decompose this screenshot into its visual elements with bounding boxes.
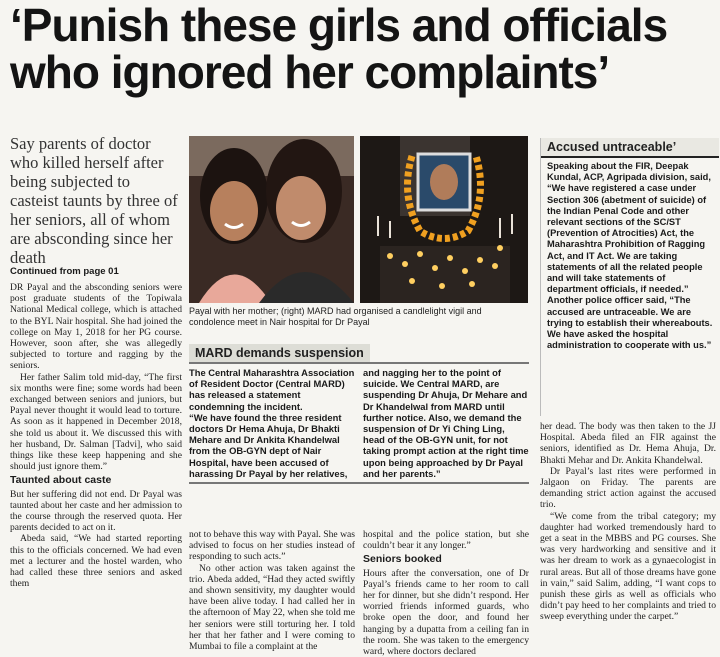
subheading: Seniors booked xyxy=(363,553,442,566)
sidebar-heading: Accused untraceable’ xyxy=(541,138,719,158)
paragraph: But her suffering did not end. Dr Payal was taunted about her caste and her admission to the course through the reserved quota. Her parents decided to act on it. xyxy=(10,488,182,534)
paragraph: DR Payal and the absconding seniors were post graduate students of the Topiwala National Medical college, which is attached to the BYL Nair hospital. She had joined the college on May 1, 2018 for her PG course. However, soon after, she was allegedly subjected to torture and ragging by the seniors. xyxy=(10,282,182,372)
mard-heading: MARD demands suspension xyxy=(189,344,370,362)
column-4 xyxy=(540,421,716,623)
mard-box xyxy=(189,344,529,484)
headline xyxy=(10,2,715,96)
photo-payal-with-mother xyxy=(189,136,354,303)
subheading: Taunted about caste xyxy=(10,474,112,487)
paragraph: “We come from the tribal category; my daughter had worked tremendously hard to get a seat in the MBBS and PG courses. She was very hardworking and sensitive and it was her dream to work as a gynaecologist in rural areas. But all of those dreams have gone in vain,” said Salim, adding, “I want cops to punish these girls as well as officials who didn’t pay heed to her complaints and tried to sweep everything under the carpet.” xyxy=(540,510,716,623)
sidebar-accused-untraceable xyxy=(540,138,719,416)
paragraph: Her father Salim told mid-day, “The first six months were fine; some words had been exchanged between seniors and juniors, but Payal never thought it would lead to torture. As soon as it happened in December 2018, she told us about it. We discussed this with her husband, Dr. Salman [Tadvi], who said things like these keep happening and she should just ignore them.” xyxy=(10,371,182,473)
paragraph: her dead. The body was then taken to the JJ Hospital. Abeda filed an FIR against the seniors, identified as Dr. Hema Ahuja, Dr. Bhakti Mehar and Dr. Ankita Khandelwal. xyxy=(540,421,716,466)
paragraph: not to behave this way with Payal. She was advised to focus on her studies instead of responding to such acts.” xyxy=(189,529,355,563)
column-1 xyxy=(10,282,182,589)
paragraph: Dr Payal’s last rites were performed in Jalgaon on Friday. The parents are demanding strict action against the accused trio. xyxy=(540,465,716,511)
mard-paragraph: “We have found the three resident doctors Dr Hema Ahuja, Dr Bhakti Mehare and Dr Ankita Khandelwal from the OB-GYN dept of Nair Hospital, have been accused of harassing Dr Payal by her relatives, xyxy=(189,411,348,479)
photo-candlelight-vigil xyxy=(360,136,528,303)
headline-line-1: ‘Punish these girls and officials xyxy=(10,0,668,51)
photo-caption: Payal with her mother; (right) MARD had organised a candlelight vigil and condolence meet in Nair hospital for Dr Payal xyxy=(189,306,482,327)
column-3 xyxy=(363,529,529,657)
continued-line: Continued from page 01 xyxy=(10,266,119,277)
deck: Say parents of doctor who killed herself after being subjected to casteist taunts by three of her seniors, all of whom are absconding since her death xyxy=(10,134,178,267)
headline-line-2: who ignored her complaints’ xyxy=(10,46,610,98)
column-2 xyxy=(189,529,355,652)
paragraph: No other action was taken against the trio. Abeda added, “Had they acted swiftly and shown sensitivity, my daughter would have been alive today. I had called her in the afternoon of May 22, when she told me her seniors were still torturing her. I told her that her father and I were coming to Mumbai to file a complaint at the xyxy=(189,562,355,653)
mard-paragraph: The Central Maharashtra Association of Resident Doctor (Central MARD) has released a statement condemning the incident. xyxy=(189,367,355,412)
paragraph: hospital and the police station, but she couldn’t bear it any longer.” xyxy=(363,529,529,552)
paragraph: Abeda said, “We had started reporting this to the officials concerned. We had even met a lecturer and the hostel warden, who had called these three seniors and asked them xyxy=(10,533,182,590)
mard-paragraph: and nagging her to the point of suicide. We Central MARD, are suspending Dr Ahuja, Dr Mehare and Dr Khandelwal from MARD until further notice. Also, we demand the suspension of Dr Yi Ching Ling, head of the OB-GYN unit, for not taking prompt action at the right time upon being approached by Dr Payal and her parents.” xyxy=(363,367,529,479)
paragraph: Hours after the conversation, one of Dr Payal’s friends came to her room to call her for dinner, but she didn’t respond. Her worried friends informed guards, who broke open the door, and found her hanging by a dupatta from a ceiling fan in the room. She was taken to the emergency ward, where doctors declared xyxy=(363,567,529,657)
sidebar-text: Speaking about the FIR, Deepak Kundal, ACP, Agripada division, said, “We have registered a case under Section 306 (abetment of suicide) of the Indian Penal Code and other relevant sections of the SC/ST (Prevention of Atrocities) Act, the Maharashtra Prohibition of Ragging Act, and IT Act. We are taking statements of all the related people and will take statements of department officials, if needed.” Another police officer said, “The accused are untraceable. We are trying to establish their whereabouts. We have asked the hospital administration to cooperate with us.” xyxy=(547,161,713,351)
